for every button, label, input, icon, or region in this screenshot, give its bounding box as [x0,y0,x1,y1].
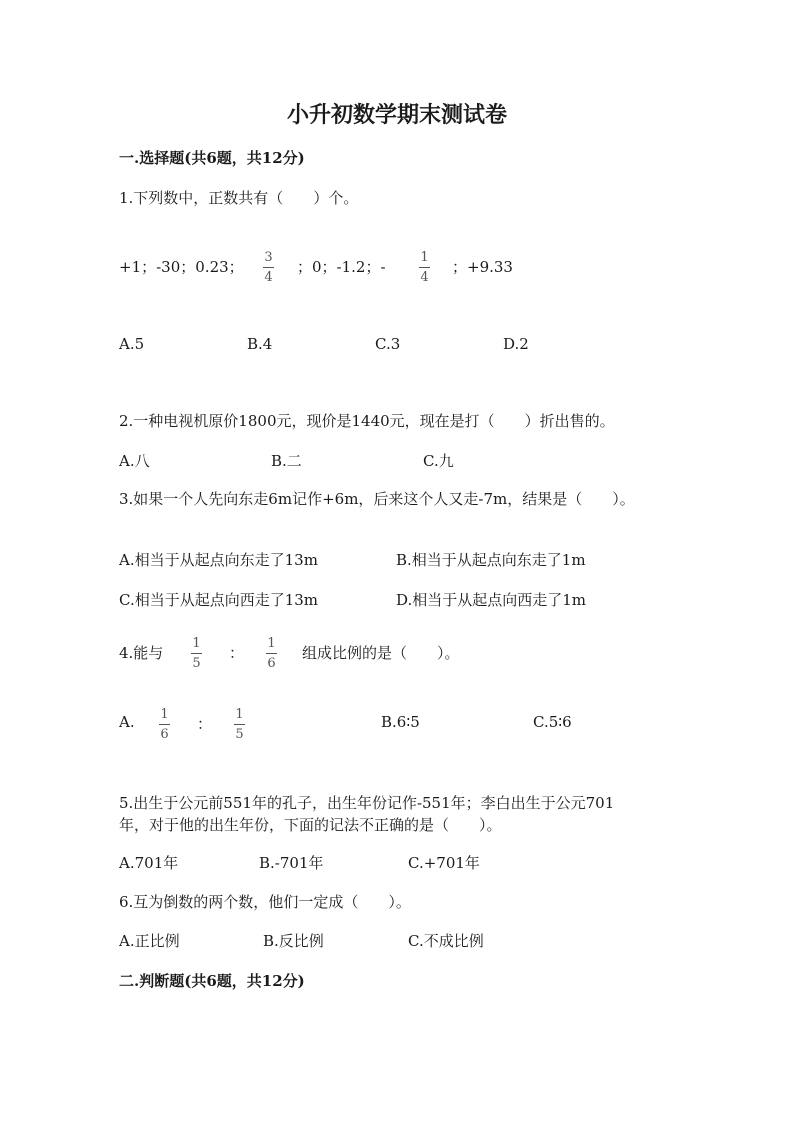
fraction-numerator: 1 [160,707,169,722]
question-4-option-b[interactable]: B.6∶5 [381,713,420,731]
fraction-bar [419,267,430,268]
fraction-denominator: 4 [420,270,429,285]
question-1-option-d[interactable]: D.2 [503,335,529,353]
question-1-stem: 1.下列数中，正数共有（ ）个。 [119,189,359,207]
section-heading-choice: 一.选择题(共6题，共12分) [119,149,305,167]
question-2-option-c[interactable]: C.九 [423,452,454,470]
question-1-fraction-2 [419,250,430,286]
fraction-bar [263,267,274,268]
question-1-fraction-1 [263,250,274,286]
question-2-stem: 2.一种电视机原价1800元，现价是1440元，现在是打（ ）折出售的。 [119,412,615,430]
question-1-expr-part-b: ；0；-1.2；- [297,258,386,276]
fraction-numerator: 1 [420,250,429,265]
fraction-denominator: 5 [192,656,201,671]
question-6-option-b[interactable]: B.反比例 [263,932,324,950]
question-5-option-c[interactable]: C.+701年 [408,854,480,872]
fraction-numerator: 1 [192,636,201,651]
question-4-option-c[interactable]: C.5∶6 [533,713,572,731]
question-4-prefix: 4.能与 [119,644,164,662]
question-6-stem: 6.互为倒数的两个数，他们一定成（ ）。 [119,893,411,911]
fraction-numerator: 1 [267,636,276,651]
question-4-option-a-fraction-2 [234,707,245,743]
question-4-fraction-2 [266,636,277,672]
fraction-bar [234,724,245,725]
question-5-option-a[interactable]: A.701年 [119,854,179,872]
fraction-numerator: 1 [235,707,244,722]
question-3-option-a[interactable]: A.相当于从起点向东走了13m [119,551,318,569]
question-6-option-a[interactable]: A.正比例 [119,932,180,950]
question-1-option-c[interactable]: C.3 [375,335,401,353]
fraction-denominator: 6 [267,656,276,671]
fraction-bar [266,653,277,654]
question-5-option-b[interactable]: B.-701年 [259,854,324,872]
question-2-option-b[interactable]: B.二 [271,452,302,470]
question-4-fraction-1 [191,636,202,672]
question-4-option-a-colon: ： [197,715,213,733]
fraction-denominator: 4 [264,270,273,285]
fraction-denominator: 6 [160,727,169,742]
question-3-option-c[interactable]: C.相当于从起点向西走了13m [119,591,319,609]
fraction-denominator: 5 [235,727,244,742]
question-1-option-a[interactable]: A.5 [119,335,145,353]
question-4-option-a-label[interactable]: A. [119,713,135,731]
fraction-numerator: 3 [264,250,273,265]
question-5-stem-line-1: 5.出生于公元前551年的孔子，出生年份记作-551年；李白出生于公元701 [119,794,615,812]
question-1-expr-part-c: ；+9.33 [452,258,513,276]
question-3-option-b[interactable]: B.相当于从起点向东走了1m [396,551,586,569]
question-3-option-d[interactable]: D.相当于从起点向西走了1m [396,591,587,609]
section-heading-judgement: 二.判断题(共6题，共12分) [119,972,305,990]
question-1-option-b[interactable]: B.4 [247,335,273,353]
question-1-expr-part-a: +1；-30；0.23； [119,258,244,276]
question-4-suffix: 组成比例的是（ ）。 [302,644,460,662]
fraction-bar [191,653,202,654]
question-2-option-a[interactable]: A.八 [119,452,150,470]
question-4-ratio-colon: ： [229,644,245,662]
fraction-bar [159,724,170,725]
page-title: 小升初数学期末测试卷 [286,102,507,128]
question-4-option-a-fraction-1 [159,707,170,743]
question-5-stem-line-2: 年，对于他的出生年份，下面的记法不正确的是（ ）。 [119,816,502,834]
question-3-stem: 3.如果一个人先向东走6m记作+6m，后来这个人又走-7m，结果是（ ）。 [119,490,635,508]
question-6-option-c[interactable]: C.不成比例 [408,932,484,950]
